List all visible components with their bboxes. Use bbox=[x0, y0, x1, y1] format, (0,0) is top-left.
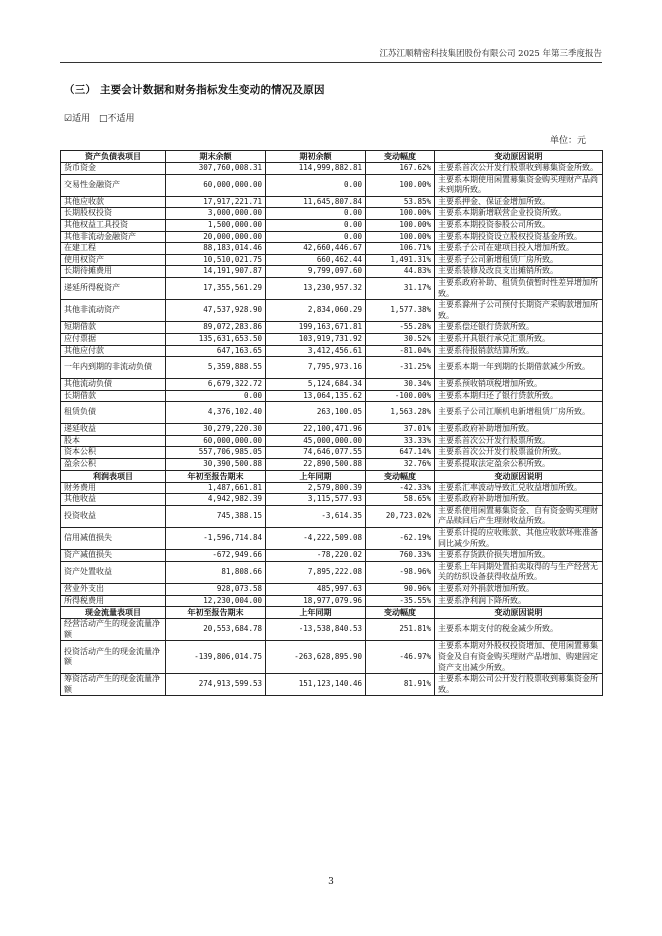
table-row bbox=[61, 254, 603, 266]
cell-item: 经营活动产生的现金流量净额 bbox=[61, 619, 166, 641]
cell-item: 一年内到期的非流动负债 bbox=[61, 357, 166, 379]
cell-opening: 18,977,079.96 bbox=[266, 595, 366, 607]
income-statement-header-closing: 年初至报告期末 bbox=[166, 470, 266, 482]
table-row bbox=[61, 424, 603, 436]
cell-closing: 20,553,684.78 bbox=[166, 619, 266, 641]
cell-opening: 11,645,807.84 bbox=[266, 196, 366, 208]
balance-sheet-header-reason: 变动原因说明 bbox=[435, 151, 603, 163]
cell-change: 1,563.28% bbox=[366, 402, 435, 424]
cell-item: 投资收益 bbox=[61, 505, 166, 527]
cell-change: -81.04% bbox=[366, 345, 435, 357]
table-row bbox=[61, 208, 603, 220]
cell-reason: 主要系政府补助、租赁负债暂时性差异增加所致。 bbox=[435, 277, 603, 299]
cell-item: 其他权益工具投资 bbox=[61, 219, 166, 231]
cell-opening: 45,000,000.00 bbox=[266, 435, 366, 447]
cell-reason: 主要系本期使用闲置募集资金购买理财产品尚未到期所致。 bbox=[435, 174, 603, 196]
cell-closing: 5,359,888.55 bbox=[166, 357, 266, 379]
table-row bbox=[61, 219, 603, 231]
cell-opening: 42,660,446.67 bbox=[266, 243, 366, 255]
cell-change: 1,491.31% bbox=[366, 254, 435, 266]
cell-opening: 2,834,060.29 bbox=[266, 300, 366, 322]
cell-change: -42.33% bbox=[366, 482, 435, 494]
cash-flow-header-item: 现金流量表项目 bbox=[61, 607, 166, 619]
cell-reason: 主要系预收销项税增加所致。 bbox=[435, 379, 603, 391]
table-row bbox=[61, 619, 603, 641]
cell-change: 251.81% bbox=[366, 619, 435, 641]
cell-closing: 307,760,008.31 bbox=[166, 163, 266, 175]
balance-sheet-header-opening: 期初余额 bbox=[266, 151, 366, 163]
cell-closing: -672,949.66 bbox=[166, 550, 266, 562]
cell-reason: 主要系上年同期处置拍卖取得的与生产经营无关的纺织设备获得收益所致。 bbox=[435, 561, 603, 583]
cell-reason: 主要系首次公开发行股票收到募集资金所致。 bbox=[435, 163, 603, 175]
cell-closing: 928,073.58 bbox=[166, 584, 266, 596]
cell-closing: 17,917,221.71 bbox=[166, 196, 266, 208]
cell-closing: -1,596,714.84 bbox=[166, 528, 266, 550]
cell-change: 44.83% bbox=[366, 266, 435, 278]
cell-closing: 4,942,982.39 bbox=[166, 494, 266, 506]
cell-change: -100.00% bbox=[366, 390, 435, 402]
cell-opening: 74,646,077.55 bbox=[266, 447, 366, 459]
cell-item: 盈余公积 bbox=[61, 459, 166, 471]
cell-opening: 13,230,957.32 bbox=[266, 277, 366, 299]
cell-change: 100.00% bbox=[366, 174, 435, 196]
cell-opening: -3,614.35 bbox=[266, 505, 366, 527]
cell-reason: 主要系待报销款结算所致。 bbox=[435, 345, 603, 357]
cell-closing: 4,376,102.40 bbox=[166, 402, 266, 424]
cell-item: 其他非流动金融资产 bbox=[61, 231, 166, 243]
cell-opening: 2,579,800.39 bbox=[266, 482, 366, 494]
table-row bbox=[61, 550, 603, 562]
income-statement-header-change: 变动幅度 bbox=[366, 470, 435, 482]
cell-closing: 745,388.15 bbox=[166, 505, 266, 527]
table-row bbox=[61, 357, 603, 379]
cell-reason: 主要系本期投资参股公司所致。 bbox=[435, 219, 603, 231]
table-row bbox=[61, 435, 603, 447]
table-row bbox=[61, 322, 603, 334]
balance-sheet-header-change: 变动幅度 bbox=[366, 151, 435, 163]
cell-change: 33.33% bbox=[366, 435, 435, 447]
cell-closing: 14,191,907.87 bbox=[166, 266, 266, 278]
cell-item: 长期借款 bbox=[61, 390, 166, 402]
cell-opening: 3,115,577.93 bbox=[266, 494, 366, 506]
cell-change: 760.33% bbox=[366, 550, 435, 562]
cell-change: 58.65% bbox=[366, 494, 435, 506]
cell-change: 31.17% bbox=[366, 277, 435, 299]
cell-item: 租赁负债 bbox=[61, 402, 166, 424]
balance-sheet-header-item: 资产负债表项目 bbox=[61, 151, 166, 163]
cell-reason: 主要系本期投资设立股权投资基金所致。 bbox=[435, 231, 603, 243]
cell-closing: 135,631,653.50 bbox=[166, 333, 266, 345]
income-statement-header-opening: 上年同期 bbox=[266, 470, 366, 482]
cell-change: -46.97% bbox=[366, 641, 435, 674]
cell-closing: -139,806,014.75 bbox=[166, 641, 266, 674]
table-row bbox=[61, 447, 603, 459]
table-row bbox=[61, 595, 603, 607]
table-row bbox=[61, 277, 603, 299]
cell-change: 167.62% bbox=[366, 163, 435, 175]
table-row bbox=[61, 494, 603, 506]
cell-change: 37.01% bbox=[366, 424, 435, 436]
cell-item: 财务费用 bbox=[61, 482, 166, 494]
cell-change: -35.55% bbox=[366, 595, 435, 607]
cell-item: 股本 bbox=[61, 435, 166, 447]
cash-flow-header-change: 变动幅度 bbox=[366, 607, 435, 619]
cell-change: 100.00% bbox=[366, 208, 435, 220]
cash-flow-header-reason: 变动原因说明 bbox=[435, 607, 603, 619]
cell-reason: 主要系计提的应收账款、其他应收款坏账准备同比减少所致。 bbox=[435, 528, 603, 550]
currency-unit: 单位：元 bbox=[549, 136, 586, 146]
cell-change: 647.14% bbox=[366, 447, 435, 459]
cell-item: 递延所得税资产 bbox=[61, 277, 166, 299]
table-row bbox=[61, 459, 603, 471]
cell-closing: 30,390,500.88 bbox=[166, 459, 266, 471]
cell-opening: 103,919,731.92 bbox=[266, 333, 366, 345]
cell-closing: 60,000,000.00 bbox=[166, 174, 266, 196]
cell-closing: 10,510,021.75 bbox=[166, 254, 266, 266]
cell-closing: 81,808.66 bbox=[166, 561, 266, 583]
cell-reason: 主要系子公司江顺机电新增租赁厂房所致。 bbox=[435, 402, 603, 424]
cell-opening: 660,462.44 bbox=[266, 254, 366, 266]
cell-reason: 主要系子公司在建项目投入增加所致。 bbox=[435, 243, 603, 255]
table-row bbox=[61, 243, 603, 255]
cell-change: -31.25% bbox=[366, 357, 435, 379]
income-statement-header-item: 利润表项目 bbox=[61, 470, 166, 482]
table-row bbox=[61, 402, 603, 424]
section-title: （三） 主要会计数据和财务指标发生变动的情况及原因 bbox=[64, 84, 325, 96]
cell-opening: 263,100.05 bbox=[266, 402, 366, 424]
balance-sheet-header-closing: 期末余额 bbox=[166, 151, 266, 163]
cell-item: 短期借款 bbox=[61, 322, 166, 334]
cell-reason: 主要系汇率波动导致汇兑收益增加所致。 bbox=[435, 482, 603, 494]
cell-opening: -13,538,840.53 bbox=[266, 619, 366, 641]
cell-reason: 主要系本期支付的税金减少所致。 bbox=[435, 619, 603, 641]
cell-opening: -4,222,509.08 bbox=[266, 528, 366, 550]
cell-change: 53.85% bbox=[366, 196, 435, 208]
applicable-checkbox[interactable]: ☑适用 bbox=[64, 114, 91, 124]
cell-item: 营业外支出 bbox=[61, 584, 166, 596]
cell-opening: 3,412,456.61 bbox=[266, 345, 366, 357]
cell-item: 信用减值损失 bbox=[61, 528, 166, 550]
cell-reason: 主要系装修及改良支出摊销所致。 bbox=[435, 266, 603, 278]
cell-opening: 22,890,500.88 bbox=[266, 459, 366, 471]
cell-reason: 主要系本期对外股权投资增加、使用闲置募集资金及自有资金购买理财产品增加、购建固定资产支出减少所致。 bbox=[435, 641, 603, 674]
balance-sheet-header-row bbox=[61, 151, 603, 163]
applicability-options bbox=[64, 111, 140, 124]
cell-item: 其他流动负债 bbox=[61, 379, 166, 391]
table-row bbox=[61, 231, 603, 243]
cell-change: 100.00% bbox=[366, 219, 435, 231]
cell-closing: 30,279,220.30 bbox=[166, 424, 266, 436]
cell-item: 长期待摊费用 bbox=[61, 266, 166, 278]
cell-opening: 22,100,471.96 bbox=[266, 424, 366, 436]
cell-opening: 9,799,097.60 bbox=[266, 266, 366, 278]
header-divider bbox=[60, 62, 602, 63]
cell-change: -98.96% bbox=[366, 561, 435, 583]
cell-item: 投资活动产生的现金流量净额 bbox=[61, 641, 166, 674]
cell-reason: 主要系本期新增联营企业投资所致。 bbox=[435, 208, 603, 220]
cell-opening: 7,795,973.16 bbox=[266, 357, 366, 379]
cell-opening: -78,220.02 bbox=[266, 550, 366, 562]
table-row bbox=[61, 528, 603, 550]
table-row bbox=[61, 174, 603, 196]
cell-opening: 5,124,684.34 bbox=[266, 379, 366, 391]
cell-reason: 主要系存货跌价损失增加所致。 bbox=[435, 550, 603, 562]
cell-item: 递延收益 bbox=[61, 424, 166, 436]
table-row bbox=[61, 300, 603, 322]
cell-closing: 60,000,000.00 bbox=[166, 435, 266, 447]
table-row bbox=[61, 163, 603, 175]
cell-closing: 1,500,000.00 bbox=[166, 219, 266, 231]
cell-change: -62.19% bbox=[366, 528, 435, 550]
cell-closing: 647,163.65 bbox=[166, 345, 266, 357]
cell-closing: 557,706,985.05 bbox=[166, 447, 266, 459]
cell-reason: 主要系首次公开发行股票溢价所致。 bbox=[435, 447, 603, 459]
cell-reason: 主要系提取法定盈余公积所致。 bbox=[435, 459, 603, 471]
cell-item: 应付票据 bbox=[61, 333, 166, 345]
cell-item: 资本公积 bbox=[61, 447, 166, 459]
cell-closing: 0.00 bbox=[166, 390, 266, 402]
table-row bbox=[61, 390, 603, 402]
cell-reason: 主要系政府补助增加所致。 bbox=[435, 494, 603, 506]
cell-reason: 主要系对外捐款增加所致。 bbox=[435, 584, 603, 596]
cell-item: 资产处置收益 bbox=[61, 561, 166, 583]
cell-opening: 485,997.63 bbox=[266, 584, 366, 596]
table-row bbox=[61, 505, 603, 527]
income-statement-header-reason: 变动原因说明 bbox=[435, 470, 603, 482]
cell-item: 其他非流动资产 bbox=[61, 300, 166, 322]
table-row bbox=[61, 379, 603, 391]
table-row bbox=[61, 196, 603, 208]
cell-change: 20,723.02% bbox=[366, 505, 435, 527]
cell-reason: 主要系押金、保证金增加所致。 bbox=[435, 196, 603, 208]
table-row bbox=[61, 561, 603, 583]
cell-opening: 7,895,222.08 bbox=[266, 561, 366, 583]
cell-closing: 12,230,004.00 bbox=[166, 595, 266, 607]
cell-reason: 主要系使用闲置募集资金、自有资金购买理财产品赎回后产生理财收益所致。 bbox=[435, 505, 603, 527]
cell-opening: -263,628,895.90 bbox=[266, 641, 366, 674]
cell-item: 其他收益 bbox=[61, 494, 166, 506]
cell-item: 其他应付款 bbox=[61, 345, 166, 357]
cell-closing: 17,355,561.29 bbox=[166, 277, 266, 299]
cell-opening: 114,999,882.81 bbox=[266, 163, 366, 175]
cell-change: 100.00% bbox=[366, 231, 435, 243]
cell-opening: 0.00 bbox=[266, 231, 366, 243]
cell-reason: 主要系子公司新增租赁厂房所致。 bbox=[435, 254, 603, 266]
cell-reason: 主要系开具银行承兑汇票所致。 bbox=[435, 333, 603, 345]
report-header: 江苏江顺精密科技集团股份有限公司 2025 年第三季度报告 bbox=[379, 49, 602, 59]
cell-reason: 主要系本期公司公开发行股票收到募集资金所致。 bbox=[435, 674, 603, 696]
cell-item: 交易性金融资产 bbox=[61, 174, 166, 196]
cell-reason: 主要系首次公开发行股票所致。 bbox=[435, 435, 603, 447]
cell-change: 30.52% bbox=[366, 333, 435, 345]
cell-change: 106.71% bbox=[366, 243, 435, 255]
cell-reason: 主要系本期归还了银行贷款所致。 bbox=[435, 390, 603, 402]
cell-opening: 0.00 bbox=[266, 174, 366, 196]
page-number: 3 bbox=[328, 877, 334, 887]
table-row bbox=[61, 641, 603, 674]
cell-change: 90.96% bbox=[366, 584, 435, 596]
cell-closing: 88,183,014.46 bbox=[166, 243, 266, 255]
cell-item: 资产减值损失 bbox=[61, 550, 166, 562]
cell-reason: 主要系政府补助增加所致。 bbox=[435, 424, 603, 436]
cell-opening: 0.00 bbox=[266, 208, 366, 220]
cell-change: 1,577.38% bbox=[366, 300, 435, 322]
table-row bbox=[61, 333, 603, 345]
cell-closing: 20,000,000.00 bbox=[166, 231, 266, 243]
cell-item: 使用权资产 bbox=[61, 254, 166, 266]
cell-opening: 13,064,135.62 bbox=[266, 390, 366, 402]
cell-reason: 主要系净利润下降所致。 bbox=[435, 595, 603, 607]
cell-change: 30.34% bbox=[366, 379, 435, 391]
cell-closing: 3,000,000.00 bbox=[166, 208, 266, 220]
cell-item: 长期股权投资 bbox=[61, 208, 166, 220]
cell-reason: 主要系本期一年到期的长期借款减少所致。 bbox=[435, 357, 603, 379]
table-row bbox=[61, 345, 603, 357]
cell-closing: 6,679,322.72 bbox=[166, 379, 266, 391]
cash-flow-header-closing: 年初至报告期末 bbox=[166, 607, 266, 619]
cell-reason: 主要系偿还银行贷款所致。 bbox=[435, 322, 603, 334]
table-row bbox=[61, 674, 603, 696]
table-row bbox=[61, 266, 603, 278]
cell-opening: 151,123,140.46 bbox=[266, 674, 366, 696]
cell-closing: 89,072,283.86 bbox=[166, 322, 266, 334]
cell-change: -55.28% bbox=[366, 322, 435, 334]
cell-opening: 199,163,671.81 bbox=[266, 322, 366, 334]
cell-item: 其他应收款 bbox=[61, 196, 166, 208]
cell-closing: 47,537,928.90 bbox=[166, 300, 266, 322]
cell-item: 筹资活动产生的现金流量净额 bbox=[61, 674, 166, 696]
cell-opening: 0.00 bbox=[266, 219, 366, 231]
table-row bbox=[61, 482, 603, 494]
cell-closing: 274,913,599.53 bbox=[166, 674, 266, 696]
cash-flow-header-row bbox=[61, 607, 603, 619]
cell-change: 81.91% bbox=[366, 674, 435, 696]
not-applicable-checkbox[interactable]: □不适用 bbox=[98, 114, 135, 124]
cell-item: 在建工程 bbox=[61, 243, 166, 255]
cell-reason: 主要系滁州子公司预付长期资产采购款增加所致。 bbox=[435, 300, 603, 322]
income-statement-header-row bbox=[61, 470, 603, 482]
financial-changes-table bbox=[60, 150, 603, 696]
cell-closing: 1,487,661.81 bbox=[166, 482, 266, 494]
cell-item: 货币资金 bbox=[61, 163, 166, 175]
cell-change: 32.76% bbox=[366, 459, 435, 471]
cell-item: 所得税费用 bbox=[61, 595, 166, 607]
cash-flow-header-opening: 上年同期 bbox=[266, 607, 366, 619]
table-row bbox=[61, 584, 603, 596]
